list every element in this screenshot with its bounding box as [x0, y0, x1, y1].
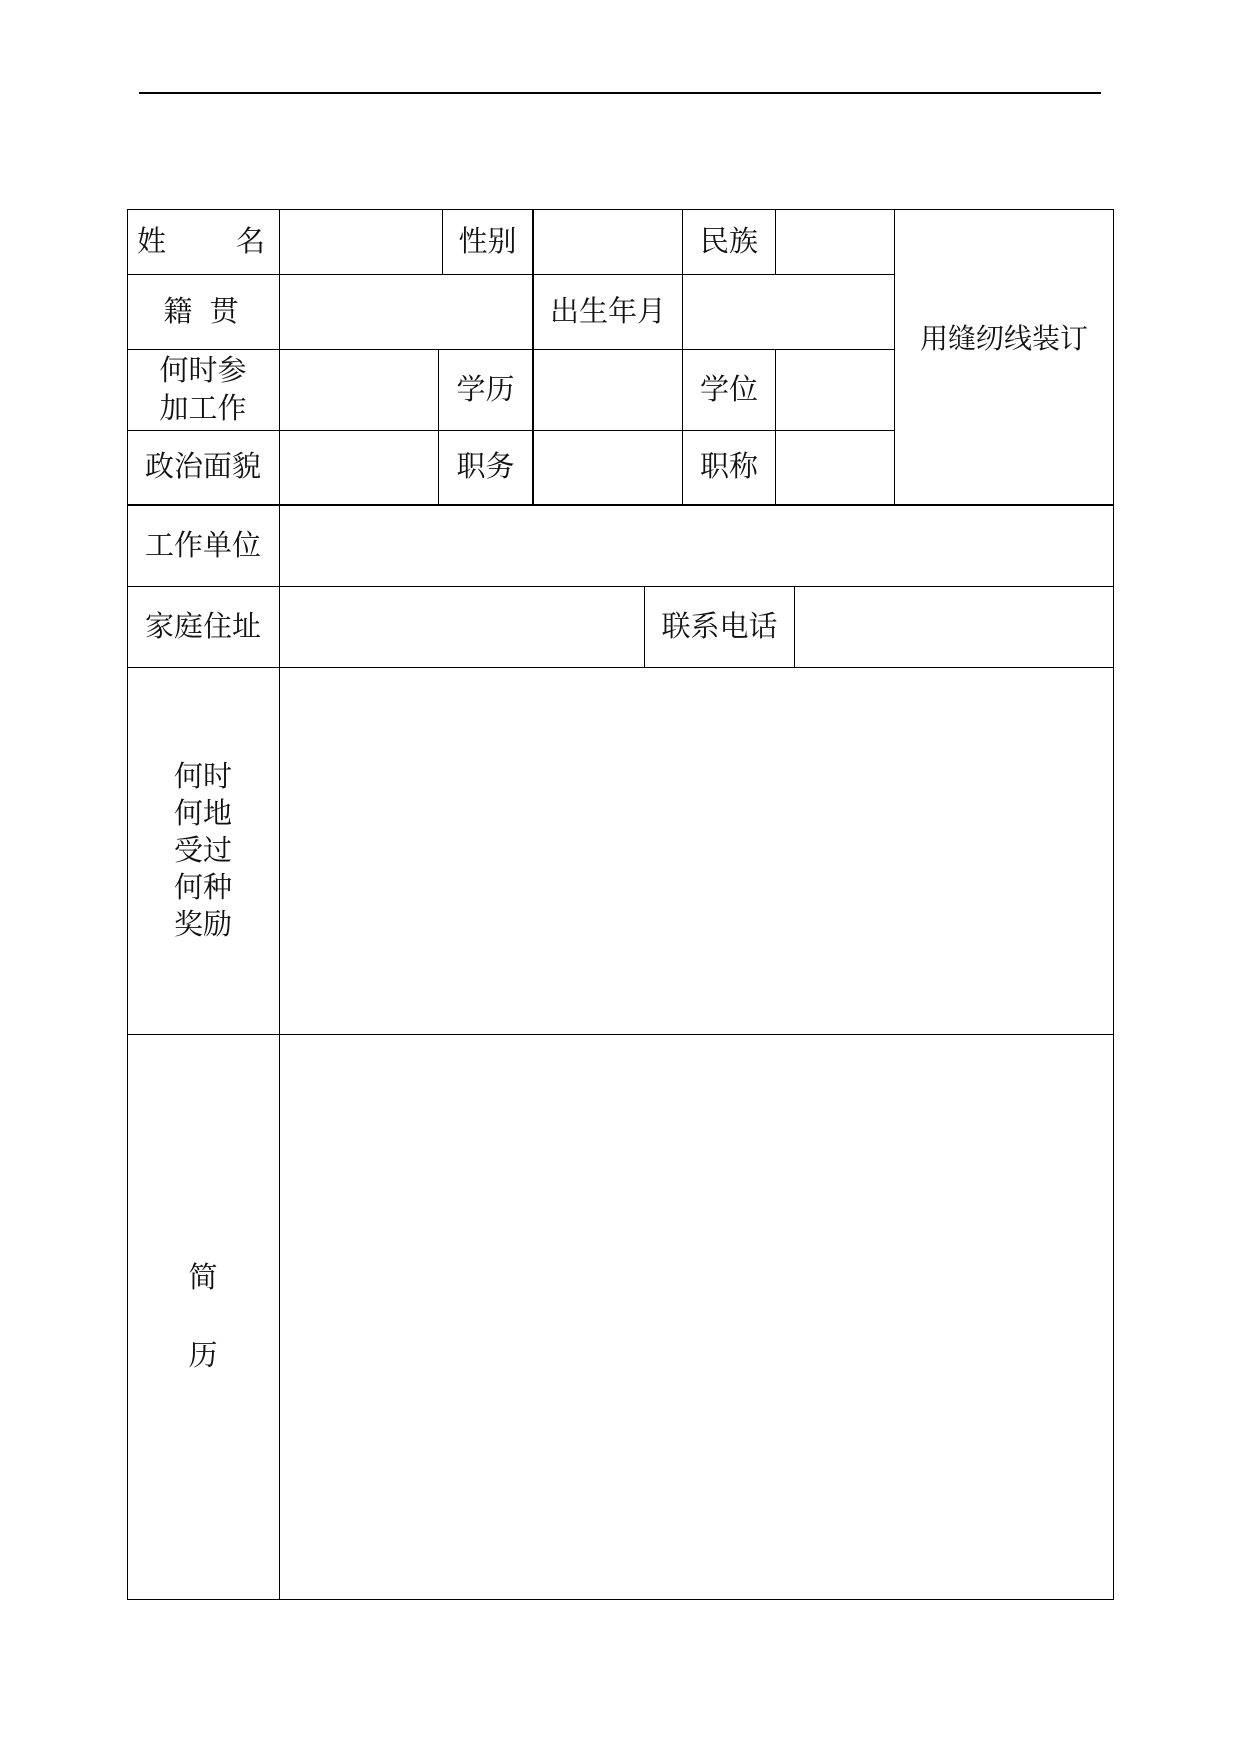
ethnicity-field[interactable]	[776, 210, 894, 274]
rule	[1113, 209, 1114, 1600]
label-awards-line4: 何种	[173, 869, 232, 904]
name-field[interactable]	[280, 210, 442, 274]
label-work-start	[127, 349, 279, 430]
native-place-field[interactable]	[280, 275, 532, 349]
phone-field[interactable]	[795, 587, 1113, 667]
label-awards-line2: 何地	[173, 796, 232, 831]
gender-field[interactable]	[534, 210, 682, 274]
home-address-field[interactable]	[280, 587, 644, 667]
label-position: 职务	[456, 449, 515, 484]
political-status-field[interactable]	[280, 431, 438, 504]
work-start-field[interactable]	[280, 350, 438, 430]
resume-field[interactable]	[280, 1035, 1113, 1599]
label-work-start-line2: 加工作	[159, 390, 247, 425]
header-rule	[139, 92, 1101, 94]
label-awards-line1: 何时	[173, 759, 232, 794]
birth-date-field[interactable]	[683, 275, 894, 349]
registration-form	[127, 209, 1114, 1600]
label-home-address: 家庭住址	[144, 608, 261, 643]
label-resume-line1: 简	[188, 1259, 218, 1294]
label-gender: 性别	[458, 223, 517, 258]
label-ethnicity: 民族	[699, 223, 758, 258]
degree-field[interactable]	[776, 350, 894, 430]
label-name: 姓 名	[136, 223, 269, 258]
label-resume-line2: 历	[188, 1337, 218, 1372]
label-work-unit: 工作单位	[144, 528, 261, 563]
label-native-place: 籍 贯	[163, 293, 243, 328]
label-political-status: 政治面貌	[144, 449, 261, 484]
label-resume	[127, 1034, 279, 1599]
label-birth-date: 出生年月	[549, 293, 666, 328]
education-field[interactable]	[534, 350, 682, 430]
label-degree: 学位	[699, 371, 758, 406]
label-phone: 联系电话	[661, 608, 778, 643]
label-awards	[127, 667, 279, 1034]
position-field[interactable]	[534, 431, 682, 504]
label-work-start-line1: 何时参	[159, 352, 247, 387]
awards-field[interactable]	[280, 668, 1113, 1034]
label-title: 职称	[699, 449, 758, 484]
binding-note: 用缝纫线装订	[919, 321, 1088, 355]
label-education: 学历	[456, 371, 515, 406]
label-awards-line3: 受过	[173, 833, 232, 868]
title-field[interactable]	[776, 431, 894, 504]
rule	[127, 1599, 1114, 1600]
work-unit-field[interactable]	[280, 507, 1113, 586]
label-awards-line5: 奖励	[173, 906, 232, 941]
